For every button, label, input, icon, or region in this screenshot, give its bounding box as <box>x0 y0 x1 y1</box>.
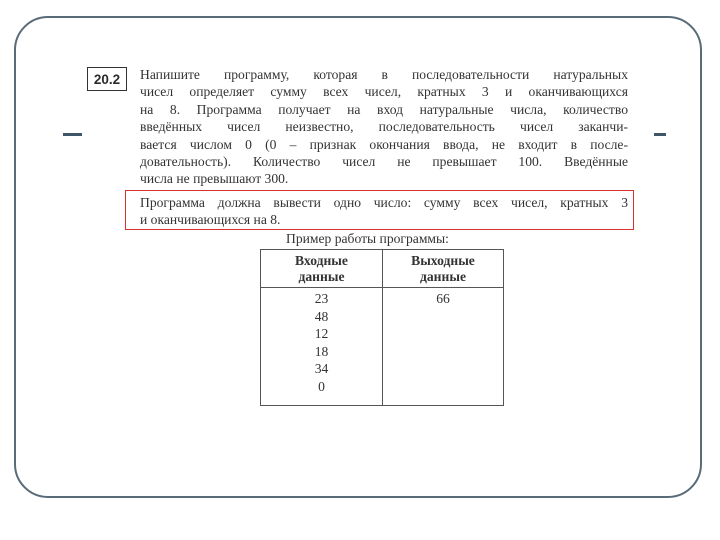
output-header <box>383 250 504 288</box>
input-value: 34 <box>314 361 329 377</box>
output-value: 66 <box>436 291 450 306</box>
task-line: чисел определяет сумму всех чисел, кратных 3 и оканчивающихся <box>140 84 628 100</box>
input-value: 12 <box>314 326 329 342</box>
header-text: Входные <box>295 253 348 268</box>
input-value: 23 <box>314 291 329 306</box>
input-values-cell <box>261 288 383 406</box>
output-values-cell <box>383 288 504 406</box>
right-dash-decoration <box>654 133 666 136</box>
input-header <box>261 250 383 288</box>
task-number-box <box>87 67 127 91</box>
task-number: 20.2 <box>93 71 121 87</box>
input-value: 18 <box>314 343 329 359</box>
header-text: данные <box>420 269 466 284</box>
header-text: Выходные <box>411 253 475 268</box>
task-line: Напишите программу, которая в последовательности натуральных <box>140 67 628 82</box>
table-header-row <box>261 250 504 288</box>
example-table <box>260 249 504 406</box>
output-line: Программа должна вывести одно число: сумму всех чисел, кратных 3 <box>140 195 628 210</box>
task-line: числа не превышают 300. <box>140 171 289 187</box>
task-line: вается числом 0 (0 – признак окончания ввода, не входит в после- <box>140 136 628 152</box>
task-line: на 8. Программа получает на вход натуральные числа, количество <box>140 101 628 117</box>
output-line: и оканчивающихся на 8. <box>140 212 281 228</box>
task-statement <box>140 66 628 188</box>
task-line: введённых чисел неизвестно, последовательность чисел заканчи- <box>140 119 628 135</box>
input-value: 48 <box>314 308 329 324</box>
output-requirement <box>140 194 628 229</box>
input-value: 0 <box>318 378 325 394</box>
task-line: довательность). Количество чисел не превышает 100. Введённые <box>140 154 628 170</box>
left-dash-decoration <box>63 133 82 136</box>
header-text: данные <box>298 269 345 284</box>
example-caption: Пример работы программы: <box>286 231 449 246</box>
table-row <box>261 288 504 406</box>
